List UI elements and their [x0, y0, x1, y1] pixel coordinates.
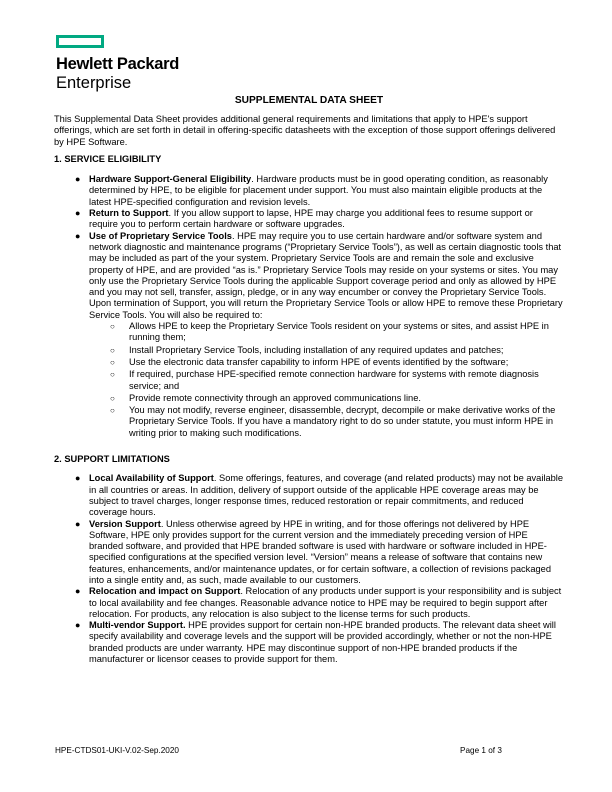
sub-list-item	[89, 405, 564, 439]
bullet-icon: ●	[75, 473, 81, 484]
logo-text-line1: Hewlett Packard	[56, 55, 179, 73]
bullet-icon: ●	[75, 518, 81, 529]
sub-list-item	[89, 393, 564, 404]
sub-item-text: You may not modify, reverse engineer, disassemble, decrypt, decompile or make derivative works of the Proprietary Service Tools. If you have a mandatory right to do so under statute, you must inform HPE in writing prior to making such modifications.	[129, 405, 556, 438]
intro-paragraph: This Supplemental Data Sheet provides additional general requirements and limitations that apply to HPE's support offerings, which are set forth in detail in offering-specific datasheets with the exception of those support offerings delivered by HPE Software.	[54, 114, 556, 147]
circle-bullet-icon: ○	[110, 406, 115, 416]
list-item	[54, 586, 564, 620]
sub-item-text: Use the electronic data transfer capability to inform HPE of events identified by the software;	[129, 356, 509, 367]
list-item	[54, 620, 564, 665]
sub-list-item	[89, 345, 564, 356]
section-heading-eligibility: 1. SERVICE ELIGIBILITY	[54, 153, 162, 164]
sub-item-text: Provide remote connectivity through an approved communications line.	[129, 392, 421, 403]
list-item	[54, 208, 564, 231]
sub-item-text: If required, purchase HPE-specified remote connection hardware for systems with remote diagnosis service; and	[129, 369, 539, 391]
bullet-icon: ●	[75, 230, 81, 241]
bullet-text: . If you allow support to lapse, HPE may charge you additional fees to resume support or require you to perform certain hardware or software upgrades.	[89, 208, 533, 230]
bullet-title: Return to Support	[89, 208, 169, 219]
bullet-icon: ●	[75, 586, 81, 597]
circle-bullet-icon: ○	[110, 322, 115, 332]
footer-doc-id: HPE-CTDS01-UKI-V.02-Sep.2020	[55, 746, 179, 755]
bullet-title: Version Support	[89, 518, 161, 529]
limitations-list	[54, 473, 564, 665]
circle-bullet-icon: ○	[110, 357, 115, 367]
footer-page-number: Page 1 of 3	[460, 746, 502, 755]
bullet-icon: ●	[75, 620, 81, 631]
list-item	[54, 231, 564, 439]
list-item	[54, 174, 564, 208]
document-body	[54, 94, 564, 665]
logo-text-line2: Enterprise	[56, 74, 132, 92]
sub-list-item	[89, 321, 564, 344]
sub-list-item	[89, 369, 564, 392]
bullet-text: . Some offerings, features, and coverage (and related products) may not be available in all countries or areas. In addition, delivery of support outside of the applicable HPE coverage areas may be subject to travel charges, longer response times, reduced restoration or repair commitments, and reduced coverage hours.	[89, 473, 564, 518]
bullet-text: . HPE may require you to use certain hardware and/or software system and network diagnostic and maintenance programs (“Proprietary Service Tools”), as well as certain diagnostic tools that may be included as part of the your system. Proprietary Service Tools are and remain the sole and exclusive property of HPE, and are provided “as is.” Proprietary Service Tools may reside on your systems or sites. You may only use the Proprietary Service Tools during the applicable Support coverage period and only as allowed by HPE and you may not sell, transfer, assign, pledge, or in any way encumber or convey the Proprietary Service Tools. Upon termination of Support, you will return the Proprietary Service Tools or allow HPE to remove these Proprietary Service Tools. You will also be required to:	[89, 230, 563, 320]
hpe-logo-bar	[56, 35, 104, 48]
sub-list-item	[89, 357, 564, 368]
bullet-text: . Hardware products must be in good operating condition, as reasonably determined by HPE, to be eligible for placement under support. You must also maintain eligible products at the latest HPE-specified configuration and revision levels.	[89, 174, 548, 207]
list-item	[54, 473, 564, 518]
bullet-text: . Relocation of any products under support is your responsibility and is subject to local availability and fee changes. Reasonable advance notice to HPE may be required to begin support after relocation. For products, any relocation is also subject to the license terms for such products.	[89, 586, 562, 619]
sub-item-text: Allows HPE to keep the Proprietary Service Tools resident on your systems or sites, and assist HPE in running them;	[129, 321, 549, 343]
circle-bullet-icon: ○	[110, 370, 115, 380]
bullet-icon: ●	[75, 174, 81, 185]
bullet-title: Multi-vendor Support.	[89, 620, 186, 631]
bullet-text: HPE provides support for certain non-HPE branded products. The relevant data sheet will specify availability and coverage levels and the support will be provided accordingly, whether or not the non-HPE branded products are under warranty. HPE may discontinue support of non-HPE branded products if the manufacturer or licensor ceases to provide support for them.	[89, 620, 556, 665]
sub-list	[89, 321, 564, 439]
eligibility-list	[54, 174, 564, 439]
sub-item-text: Install Proprietary Service Tools, including installation of any required updates and patches;	[129, 344, 504, 355]
list-item	[54, 519, 564, 587]
section-heading-limitations: 2. SUPPORT LIMITATIONS	[54, 454, 170, 465]
bullet-title: Local Availability of Support	[89, 473, 214, 484]
bullet-icon: ●	[75, 208, 81, 219]
circle-bullet-icon: ○	[110, 393, 115, 403]
bullet-text: . Unless otherwise agreed by HPE in writing, and for those offerings not delivered by HPE Software, HPE only provides support for the current version and the immediately preceding version of HPE branded software, and provided that HPE branded software is used with hardware or software included in HPE-specified configurations at the specified version level. “Version” means a release of software that contains new features, enhancements, and/or maintenance updates, or for certain software, a collection of revisions packaged into a single entity and, as such, made available to our customers.	[89, 518, 552, 585]
bullet-title: Hardware Support-General Eligibility	[89, 174, 252, 185]
circle-bullet-icon: ○	[110, 345, 115, 355]
bullet-title: Relocation and impact on Support	[89, 586, 241, 597]
bullet-title: Use of Proprietary Service Tools	[89, 230, 232, 241]
document-title: SUPPLEMENTAL DATA SHEET	[234, 95, 384, 106]
